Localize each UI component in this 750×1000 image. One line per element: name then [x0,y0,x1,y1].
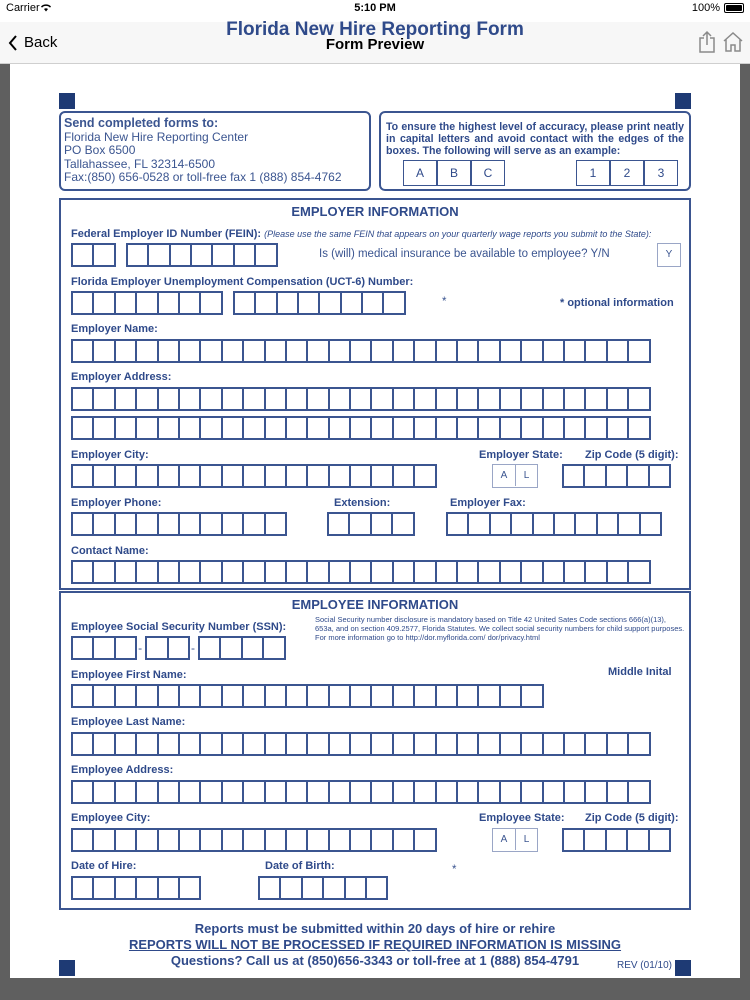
employer-section-title: EMPLOYER INFORMATION [291,204,459,219]
footer-contact: Questions? Call us at (850)656-3343 or toll-free at 1 (888) 854-4791 [170,953,580,968]
employer-zip-input[interactable] [562,464,669,488]
battery-icon [724,3,744,13]
ssn-input[interactable]: - - [71,636,284,660]
middle-initial-label: Middle Inital [608,666,672,678]
ssn-disclosure: Social Security number disclosure is mandatory based on Title 42 United Sates Code sections 666(a)(13), 653a, and on section 409.2577, Florida Statutes. We collect social security numbers for child support purposes. For more information go to http://dor.myflorida.com/ dor/privacy.html [315,615,685,642]
last-name-input[interactable] [71,732,649,756]
employee-city-input[interactable] [71,828,435,852]
first-name-input[interactable] [71,684,542,708]
revision-label: REV (01/10) [616,960,672,971]
employer-zip-label: Zip Code (5 digit): [585,449,679,461]
example-letters [403,160,505,186]
employer-state-input[interactable]: A L [492,464,538,488]
employer-fax-label: Employer Fax: [450,497,526,509]
registration-mark [675,93,691,109]
example-box: 1 [576,160,610,186]
footer-deadline: Reports must be submitted within 20 days of hire or rehire [194,921,556,936]
date-of-birth-input[interactable] [258,876,386,900]
send-line: Fax:(850) 656-0528 or toll-free fax 1 (888) 854-4762 [64,170,342,184]
asterisk: * [452,864,457,876]
employee-address-label: Employee Address: [71,764,174,776]
date-of-hire-input[interactable] [71,876,199,900]
employee-zip-input[interactable] [562,828,669,852]
employer-fax-input[interactable] [446,512,660,536]
example-box: A [403,160,437,186]
example-box: B [437,160,471,186]
viewer-bottom [0,978,750,1000]
example-box: 2 [610,160,644,186]
battery-percent: 100% [691,2,720,14]
employee-state-input[interactable]: A L [492,828,538,852]
employee-state-label: Employee State: [479,812,565,824]
send-line: Tallahassee, FL 32314-6500 [64,156,215,171]
date-of-hire-label: Date of Hire: [71,860,137,872]
insurance-answer[interactable]: Y [657,243,681,267]
uct-input[interactable] [71,291,404,315]
employer-address-input-1[interactable] [71,387,649,411]
employer-address-label: Employer Address: [71,371,172,383]
employee-section-title: EMPLOYEE INFORMATION [291,597,459,612]
fein-label: Federal Employer ID Number (FEIN): (Please use the same FEIN that appears on your quarterly wage reports you submit to the State): [71,228,652,240]
uct-label: Florida Employer Unemployment Compensation (UCT-6) Number: [71,276,414,288]
ssn-label: Employee Social Security Number (SSN): [71,621,287,633]
contact-name-input[interactable] [71,560,649,584]
example-box: 3 [644,160,678,186]
send-line: Florida New Hire Reporting Center [64,129,249,144]
date-of-birth-label: Date of Birth: [265,860,335,872]
employee-zip-label: Zip Code (5 digit): [585,812,679,824]
accuracy-text: To ensure the highest level of accuracy, please print neatly in capital letters and avoid contact with the edges of the boxes. The following will serve as an example: [386,121,684,157]
send-address-box [59,111,371,191]
optional-note: * optional information [560,297,674,309]
send-heading: Send completed forms to: [64,116,219,130]
employer-city-input[interactable] [71,464,435,488]
back-label: Back [24,34,58,51]
registration-mark [59,93,75,109]
asterisk: * [442,296,447,308]
first-name-label: Employee First Name: [71,669,187,681]
employer-phone-input[interactable] [71,512,285,536]
employer-address-input-2[interactable] [71,416,649,440]
status-bar [0,0,750,16]
fein-input[interactable] [71,243,276,267]
employer-name-label: Employer Name: [71,323,158,335]
extension-label: Extension: [334,497,391,509]
insurance-question: Is (will) medical insurance be available to employee? Y/N [319,248,610,260]
clock: 5:10 PM [354,2,396,14]
send-line: PO Box 6500 [64,143,136,157]
last-name-label: Employee Last Name: [71,716,186,728]
form-title: Florida New Hire Reporting Form [226,19,524,40]
carrier-label: Carrier [6,2,40,14]
employee-address-input-1[interactable] [71,780,649,804]
example-box: C [471,160,505,186]
employer-city-label: Employer City: [71,449,149,461]
footer-warning: REPORTS WILL NOT BE PROCESSED IF REQUIRED INFORMATION IS MISSING [128,937,622,952]
employer-phone-label: Employer Phone: [71,497,162,509]
employer-name-input[interactable] [71,339,649,363]
page-title: Form Preview [325,36,425,53]
extension-input[interactable] [327,512,413,536]
example-numbers [576,160,678,186]
employer-state-label: Employer State: [479,449,563,461]
contact-name-label: Contact Name: [71,545,149,557]
employee-city-label: Employee City: [71,812,151,824]
